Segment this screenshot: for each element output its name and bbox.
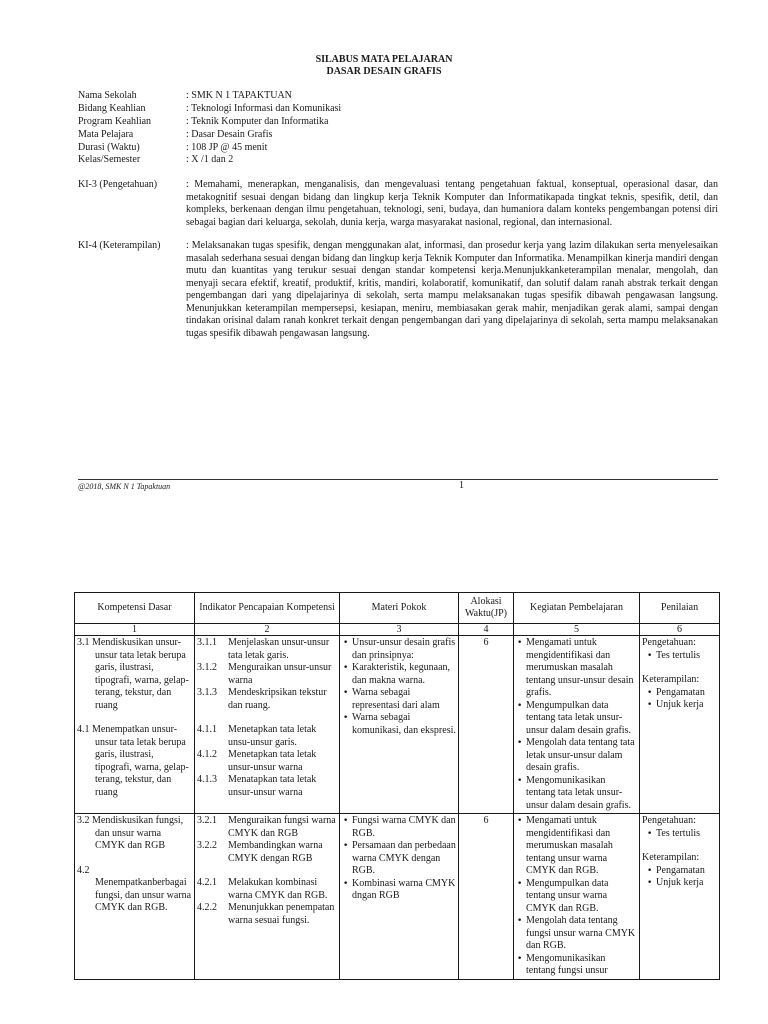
info-value: : Teknologi Informasi dan Komunikasi — [186, 102, 342, 114]
materi-item: • Warna sebagai komunikasi, dan ekspresi. — [352, 712, 456, 737]
materi-item: • Warna sebagai representasi dari alam — [352, 687, 456, 712]
indicator-code: 3.1.3 — [197, 687, 217, 698]
info-label: Bidang Keahlian — [78, 102, 146, 114]
column-header: Indikator Pencapaian Kompetensi — [195, 593, 340, 624]
info-value: : SMK N 1 TAPAKTUAN — [186, 90, 292, 101]
column-header: Kegiatan Pembelajaran — [514, 593, 640, 624]
materi-item: • Unsur-unsur desain grafis dan prinsipnya: — [352, 637, 456, 662]
indicator-code: 4.1.3 — [197, 774, 217, 785]
column-header: Penilaian — [640, 593, 720, 624]
kd-item: 4.1 Menempatkan unsur-unsur tata letak berupa garis, ilustrasi, tipografi, warna, gelap-terang, tekstur, dan ruang — [77, 724, 189, 798]
ki4-label: KI-4 (Keterampilan) — [78, 240, 161, 251]
indicator-item — [197, 637, 337, 662]
kegiatan-item: • Mengomunikasikan tentang fungsi unsur — [526, 953, 637, 978]
indicator-code: 3.2.1 — [197, 815, 217, 826]
info-value: : Teknik Komputer dan Informatika — [186, 115, 329, 127]
info-value: : X /1 dan 2 — [186, 154, 234, 166]
indicator-text: Menjelaskan unsur-unsur tata letak garis. — [228, 637, 330, 661]
column-number: 2 — [195, 624, 340, 636]
penilaian-cell — [640, 814, 720, 980]
indicator-text: Menguraikan fungsi warna CMYK dan RGB — [228, 815, 336, 839]
kegiatan-item: • Mengumpulkan data tentang unsur warna CMYK dan RGB. — [526, 878, 637, 916]
materi-item: • Persamaan dan perbedaan warna CMYK dengan RGB. — [352, 840, 456, 878]
column-number: 4 — [459, 624, 514, 636]
kd-cell — [75, 636, 195, 814]
document-subtitle: DASAR DESAIN GRAFIS — [326, 66, 442, 77]
penilaian-item: • Tes tertulis — [656, 650, 717, 663]
indicator-code: 3.1.1 — [197, 637, 217, 648]
indicator-text: Menunjukkan penempatan warna sesuai fungsi. — [228, 902, 335, 926]
kegiatan-cell — [514, 636, 640, 814]
ki3-text: : Memahami, menerapkan, menganalisis, dan mengevaluasi tentang pengetahuan faktual, konseptual, operasional dasar, dan metakognitif sesuai dengan bidang dan lingkup kerja Teknik Komputer dan Informatikapada tingkat teknis, spesifik, detil, dan kompleks, berkenaan dengan ilmu pengetahuan, teknologi, seni, budaya, dan humaniora dalam konteks pengembangan potensi diri sebagai bagian dari keluarga, sekolah, dunia kerja, warga masyarakat nasional, regional, dan internasional. — [186, 179, 718, 228]
kd-item: Menempatkanberbagai fungsi, dan unsur warna CMYK dan RGB. — [95, 877, 192, 913]
indicator-item — [197, 774, 337, 799]
materi-item: • Kombinasi warna CMYK dngan RGB — [352, 878, 456, 903]
indicator-code: 4.2.2 — [197, 902, 217, 913]
indicator-item — [197, 724, 337, 749]
info-label: Kelas/Semester — [78, 154, 141, 166]
table-row — [75, 636, 720, 814]
penilaian-item: • Unjuk kerja — [656, 877, 717, 890]
indicator-text: Membandingkan warna CMYK dengan RGB — [228, 840, 323, 864]
ki3-section — [78, 179, 718, 229]
materi-item: • Karakteristik, kegunaan, dan makna warna. — [352, 662, 456, 687]
penilaian-label: Keterampilan: — [642, 674, 700, 685]
indicator-text: Menetapkan tata letak unsu-unsur garis. — [228, 724, 317, 748]
column-number: 5 — [514, 624, 640, 636]
column-number: 6 — [640, 624, 720, 636]
indicator-code: 3.1.2 — [197, 662, 217, 673]
indicator-item — [197, 877, 337, 902]
indicator-item — [197, 749, 337, 774]
indicator-item — [197, 815, 337, 840]
indicator-cell — [195, 636, 340, 814]
indicator-item — [197, 840, 337, 865]
info-label: Nama Sekolah — [78, 90, 137, 101]
ki3-label: KI-3 (Pengetahuan) — [78, 179, 158, 190]
penilaian-item: • Pengamatan — [656, 687, 717, 700]
info-label: Mata Pelajara — [78, 128, 134, 140]
table-header-row — [75, 593, 720, 624]
indicator-text: Menatapkan tata letak unsur-unsur warna — [228, 774, 317, 798]
kd-item: 4.2 — [77, 864, 90, 876]
indicator-cell — [195, 814, 340, 980]
penilaian-item: • Unjuk kerja — [656, 699, 717, 712]
footer-copyright: @2018, SMK N 1 Tapaktuan — [78, 482, 171, 491]
kegiatan-item: • Mengamati untuk mengidentifikasi dan merumuskan masalah tentang unsur-unsur desain grafis. — [526, 637, 637, 700]
kd-item: 3.2 Mendiskusikan fungsi, dan unsur warna CMYK dan RGB — [77, 815, 184, 851]
page-number: 1 — [459, 480, 464, 491]
info-label: Program Keahlian — [78, 115, 152, 127]
column-header: Alokasi Waktu(JP) — [459, 593, 514, 624]
info-value: : Dasar Desain Grafis — [186, 128, 273, 140]
kegiatan-item: • Mengumpulkan data tentang tata letak unsur-unsur dalam desain grafis. — [526, 700, 637, 738]
info-label: Durasi (Waktu) — [78, 141, 140, 153]
column-number: 3 — [340, 624, 459, 636]
indicator-text: Melakukan kombinasi warna CMYK dan RGB. — [228, 877, 328, 901]
ki4-section — [78, 240, 718, 340]
table-row — [75, 814, 720, 980]
indicator-code: 3.2.2 — [197, 840, 217, 851]
materi-item: • Fungsi warna CMYK dan RGB. — [352, 815, 456, 840]
alokasi-cell: 6 — [459, 636, 514, 814]
document-title: SILABUS MATA PELAJARAN — [315, 54, 453, 65]
indicator-item — [197, 902, 337, 927]
column-header: Kompetensi Dasar — [75, 593, 195, 624]
indicator-code: 4.2.1 — [197, 877, 217, 888]
kd-cell — [75, 814, 195, 980]
materi-cell — [340, 814, 459, 980]
kegiatan-item: • Mengolah data tentang tata letak unsur-unsur dalam desain grafis. — [526, 737, 637, 775]
indicator-item — [197, 687, 337, 712]
kegiatan-item: • Mengamati untuk mengidentifikasi dan merumuskan masalah tentang unsur warna CMYK dan RGB. — [526, 815, 637, 878]
penilaian-item: • Pengamatan — [656, 865, 717, 878]
indicator-code: 4.1.2 — [197, 749, 217, 760]
indicator-text: Menguraikan unsur-unsur warna — [228, 662, 332, 686]
ki4-text: : Melaksanakan tugas spesifik, dengan menggunakan alat, informasi, dan prosedur kerja yang lazim dilakukan serta menyelesaikan masalah sederhana sesuai dengan bidang dan lingkup kerja Teknik Komputer dan Informatika. Menampilkan kinerja mandiri dengan mutu dan kuantitas yang terukur sesuai dengan standar kompetensi kerja.Menunjukkanketerampilan menalar, mengolah, dan menyaji secara efektif, kreatif, produktif, kritis, mandiri, kolaboratif, komunikatif, dan solutif dalam ranah abstrak terkait dengan pengembangan dari yang dipelajarinya di sekolah, serta mampu melaksanakan tugas spesifik dibawah pengawasan langsung. Menunjukkan keterampilan mempersepsi, kesiapan, meniru, membiasakan gerak mahir, menjadikan gerak alami, sampai dengan tindakan orisinal dalam ranah konkret terkait dengan pengembangan dari yang dipelajarinya di sekolah, serta mampu melaksanakan tugas spesifik dibawah pengawasan langsung. — [186, 240, 718, 339]
footer-divider — [78, 479, 718, 480]
indicator-text: Menetapkan tata letak unsur-unsur warna — [228, 749, 317, 773]
penilaian-label: Pengetahuan: — [642, 815, 696, 826]
syllabus-table — [74, 592, 720, 980]
penilaian-label: Pengetahuan: — [642, 637, 696, 648]
table-number-row — [75, 624, 720, 636]
materi-cell — [340, 636, 459, 814]
kegiatan-item: • Mengomunikasikan tentang tata letak unsur-unsur dalam desain grafis. — [526, 775, 637, 813]
column-header: Materi Pokok — [340, 593, 459, 624]
indicator-text: Mendeskripsikan tekstur dan ruang. — [228, 687, 327, 711]
penilaian-cell — [640, 636, 720, 814]
kegiatan-item: • Mengolah data tentang fungsi unsur warna CMYK dan RGB. — [526, 915, 637, 953]
kegiatan-cell — [514, 814, 640, 980]
penilaian-label: Keterampilan: — [642, 852, 700, 863]
indicator-item — [197, 662, 337, 687]
alokasi-cell: 6 — [459, 814, 514, 980]
penilaian-item: • Tes tertulis — [656, 828, 717, 841]
column-number: 1 — [75, 624, 195, 636]
info-value: : 108 JP @ 45 menit — [186, 141, 268, 153]
indicator-code: 4.1.1 — [197, 724, 217, 735]
kd-item: 3.1 Mendiskusikan unsur-unsur tata letak berupa garis, ilustrasi, tipografi, warna, gelap-terang, tekstur, dan ruang — [77, 637, 189, 711]
